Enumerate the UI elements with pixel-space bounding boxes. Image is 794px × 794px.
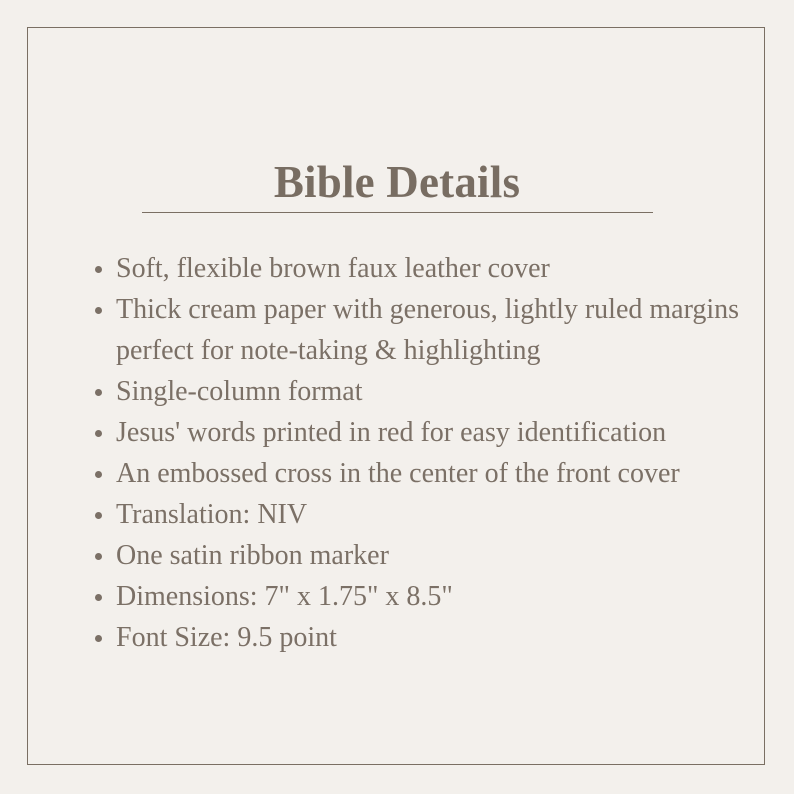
title-divider [142, 212, 653, 213]
details-list [92, 248, 752, 658]
list-item [92, 535, 752, 576]
bullet-icon [95, 553, 102, 560]
bullet-icon [95, 430, 102, 437]
list-item [92, 617, 752, 658]
list-item [92, 494, 752, 535]
list-item-text: Translation: NIV [116, 499, 308, 530]
list-item-text: Single-column format [116, 376, 363, 407]
bullet-icon [95, 266, 102, 273]
list-item-text: Jesus' words printed in red for easy identification [116, 417, 667, 448]
bullet-icon [95, 635, 102, 642]
bullet-icon [95, 389, 102, 396]
list-item-text: Dimensions: 7" x 1.75" x 8.5" [116, 581, 453, 612]
list-item-text: Soft, flexible brown faux leather cover [116, 253, 550, 284]
list-item [92, 453, 752, 494]
list-item [92, 576, 752, 617]
list-item [92, 289, 752, 371]
bullet-icon [95, 594, 102, 601]
bullet-icon [95, 471, 102, 478]
list-item [92, 412, 752, 453]
list-item [92, 371, 752, 412]
list-item-text: An embossed cross in the center of the front cover [116, 458, 680, 489]
list-item-text: Thick cream paper with generous, lightly ruled margins perfect for note-taking & highlighting [116, 294, 740, 366]
bullet-icon [95, 307, 102, 314]
list-item [92, 248, 752, 289]
page-title: Bible Details [273, 157, 521, 208]
list-item-text: Font Size: 9.5 point [116, 622, 337, 653]
bullet-icon [95, 512, 102, 519]
list-item-text: One satin ribbon marker [116, 540, 389, 571]
